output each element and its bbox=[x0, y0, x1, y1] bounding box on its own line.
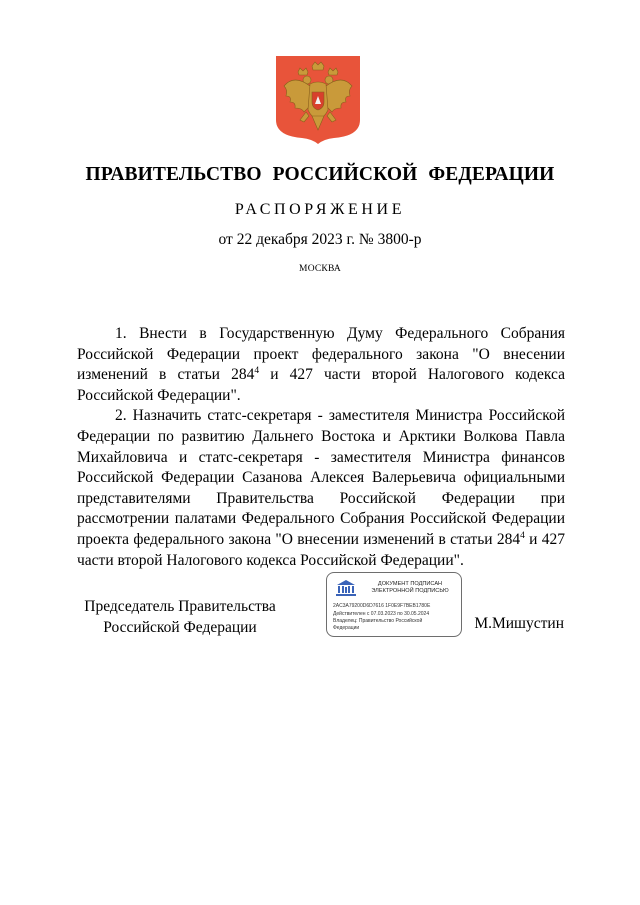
document-type: РАСПОРЯЖЕНИЕ bbox=[234, 201, 406, 218]
signatory-name: М.Мишустин bbox=[474, 615, 564, 632]
stamp-owner-line-2: Федерации bbox=[333, 625, 360, 631]
stamp-certificate: 2AC3A79200D6D7616 1F0E9F7BEB1780E bbox=[333, 603, 431, 609]
document-body bbox=[77, 324, 565, 571]
signatory-position-line-1: Председатель Правительства bbox=[84, 598, 276, 615]
document-city: МОСКВА bbox=[299, 264, 341, 274]
paragraph-2 bbox=[77, 406, 565, 571]
building-emblem-icon bbox=[334, 578, 358, 598]
stamp-title bbox=[361, 581, 459, 595]
paragraph-1-lead: 1. Внести в Государственную Думу Федерального Собрания Российской Федерации проект федерального закона "О внесении изменений в статьи 284 bbox=[77, 325, 565, 384]
document-date-number: от 22 декабря 2023 г. № 3800-р bbox=[218, 231, 422, 248]
paragraph-1-tail: и 427 части второй Налогового кодекса Российской Федерации". bbox=[77, 366, 565, 404]
coat-of-arms-emblem bbox=[276, 56, 360, 144]
paragraph-1-superscript: 4 bbox=[254, 366, 260, 377]
stamp-owner-line-1: Владелец: Правительство Российской bbox=[333, 618, 423, 624]
government-title: ПРАВИТЕЛЬСТВО РОССИЙСКОЙ ФЕДЕРАЦИИ bbox=[85, 164, 555, 185]
stamp-title-line-1: ДОКУМЕНТ ПОДПИСАН bbox=[377, 581, 443, 587]
signatory-position bbox=[75, 597, 285, 638]
paragraph-2-tail: и 427 части второй Налогового кодекса Российской Федерации". bbox=[77, 530, 565, 569]
paragraph-2-lead: 2. Назначить статс-секретаря - заместителя Министра Российской Федерации по развитию Дальнего Востока и Арктики Волкова Павла Михайловича и статс-секретаря - заместителя Министра финансов Российской Федерации Сазанова Алексея Валерьевича официальными представителями Правительства Российской Федерации при рассмотрении палатами Федерального Собрания Российской Федерации проекта федерального закона "О внесении изменений в статьи 284 bbox=[77, 407, 565, 548]
stamp-validity: Действителен с 07.03.2023 по 30.05.2024 bbox=[333, 611, 430, 617]
paragraph-1 bbox=[77, 324, 565, 406]
electronic-signature-stamp bbox=[326, 572, 462, 637]
signatory-position-line-2: Российской Федерации bbox=[103, 618, 257, 636]
paragraph-2-superscript: 4 bbox=[520, 530, 525, 541]
stamp-title-line-2: ЭЛЕКТРОННОЙ ПОДПИСЬЮ bbox=[371, 588, 449, 594]
